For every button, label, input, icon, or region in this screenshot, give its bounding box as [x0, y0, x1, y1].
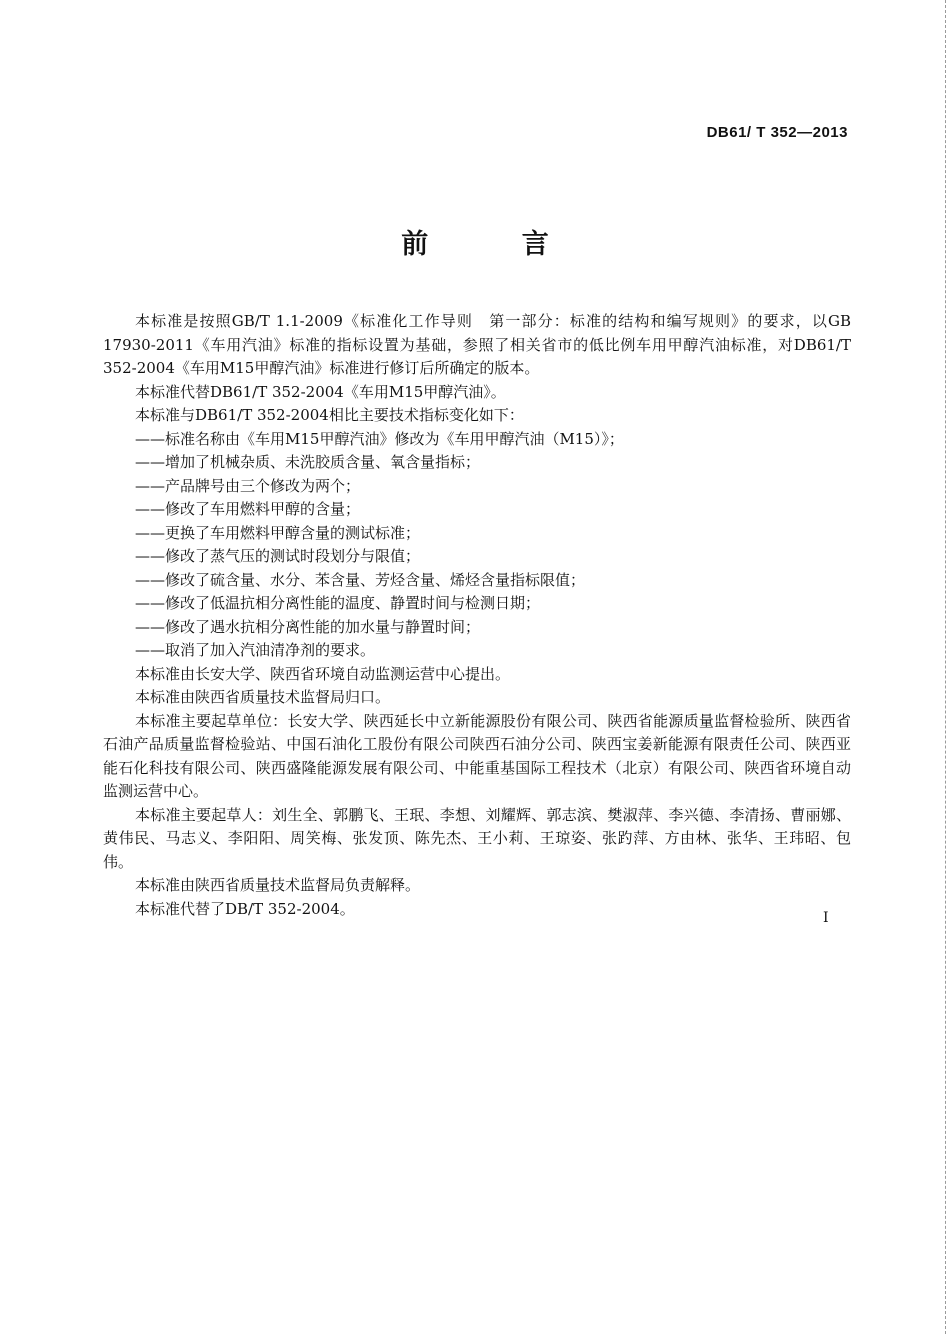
foreword-body: [103, 310, 851, 921]
paragraph: 本标准由长安大学、陕西省环境自动监测运营中心提出。: [135, 664, 511, 683]
paragraph: 本标准是按照GB/T 1.1-2009《标准化工作导则 第一部分：标准的结构和编写规则》的要求，以GB 17930-2011《车用汽油》标准的指标设置为基础，参照了相关省市的低比例车用甲醇汽油标准，对DB61/T 352-2004《车用M15甲醇汽油》标准进行修订后所确定的版本。: [103, 312, 851, 377]
standard-code: DB61/ T 352—2013: [706, 124, 848, 141]
page-edge: [945, 0, 946, 1334]
paragraph: 本标准代替了DB/T 352-2004。: [135, 899, 355, 918]
change-item: ——产品牌号由三个修改为两个；: [135, 476, 361, 495]
paragraph: 本标准由陕西省质量技术监督局归口。: [135, 688, 391, 706]
page-number: I: [823, 910, 829, 926]
paragraph: 本标准代替DB61/T 352-2004《车用M15甲醇汽油》。: [135, 382, 506, 401]
paragraph: 本标准主要起草人：刘生全、郭鹏飞、王珉、李想、刘耀辉、郭志滨、樊淑萍、李兴德、李清扬、曹丽娜、黄伟民、马志义、李阳阳、周笑梅、张发顶、陈先杰、王小莉、王琼姿、张趵萍、方由林、张华、王玮昭、包伟。: [103, 805, 851, 871]
paragraph: 本标准主要起草单位：长安大学、陕西延长中立新能源股份有限公司、陕西省能源质量监督检验所、陕西省石油产品质量监督检验站、中国石油化工股份有限公司陕西石油分公司、陕西宝姜新能源有限责任公司、陕西亚能石化科技有限公司、陕西盛隆能源发展有限公司、中能重基国际工程技术（北京）有限公司、陕西省环境自动监测运营中心。: [103, 711, 851, 800]
change-item: ——修改了车用燃料甲醇的含量；: [135, 500, 361, 518]
paragraph: 本标准与DB61/T 352-2004相比主要技术指标变化如下：: [135, 406, 524, 424]
change-item: ——修改了硫含量、水分、苯含量、芳烃含量、烯烃含量指标限值；: [135, 570, 586, 589]
change-item: ——增加了机械杂质、未洗胶质含量、氧含量指标；: [135, 453, 481, 471]
change-item: ——更换了车用燃料甲醇含量的测试标准；: [135, 523, 421, 542]
paragraph: 本标准由陕西省质量技术监督局负责解释。: [135, 876, 421, 894]
change-item: ——标准名称由《车用M15甲醇汽油》修改为《车用甲醇汽油（M15）》；: [135, 429, 624, 448]
page-title: 前 言: [401, 229, 591, 260]
change-item: ——修改了遇水抗相分离性能的加水量与静置时间；: [135, 617, 481, 636]
change-item: ——取消了加入汽油清净剂的要求。: [135, 641, 376, 659]
change-item: ——修改了蒸气压的测试时段划分与限值；: [135, 547, 421, 565]
change-item: ——修改了低温抗相分离性能的温度、静置时间与检测日期；: [135, 594, 541, 612]
